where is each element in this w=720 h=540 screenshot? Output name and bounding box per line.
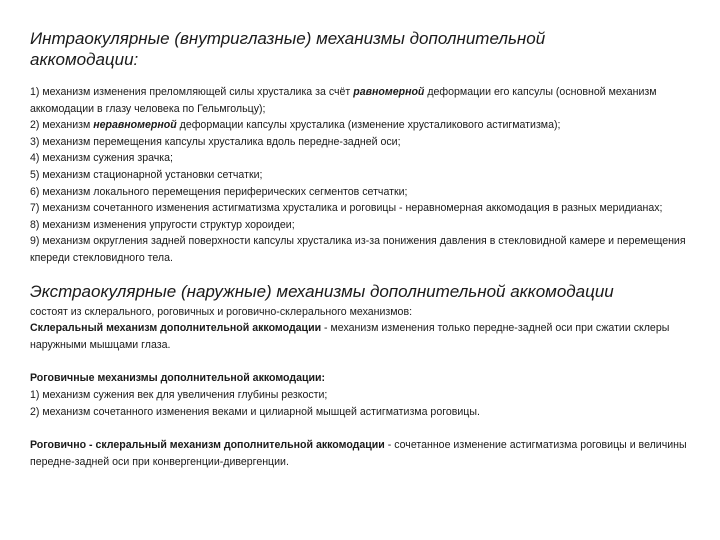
list-item: 4) механизм сужения зрачка; [30,152,173,165]
list-item: 6) механизм локального перемещения периферических сегментов сетчатки; [30,185,408,198]
list-item: 1) механизм изменения преломляющей силы хрусталика за счёт равномерной деформации его капсулы (основной механизм аккомодации в глазу человека по Гельмгольцу); [30,86,657,115]
list-item: 2) механизм сочетанного изменения веками и цилиарной мышцей астигматизма роговицы. [30,405,480,418]
corneoscleral-mechanism [30,437,710,470]
list-item: 3) механизм перемещения капсулы хрусталика вдоль передне-задней оси; [30,135,401,148]
intraocular-heading [30,28,630,70]
list-item: 8) механизм изменения упругости структур хороидеи; [30,218,295,231]
corneal-title: Роговичные механизмы дополнительной аккомодации: [30,372,326,385]
extraocular-heading: Экстраокулярные (наружные) механизмы дополнительной аккомодации [30,281,614,301]
slide-content [30,28,710,470]
list-item: 2) механизм неравномерной деформации капсулы хрусталика (изменение хрусталикового астигматизма); [30,119,561,132]
corneoscleral-title: Роговично - склеральный механизм дополнительной аккомодации [30,439,385,452]
emphasis: неравномерной [93,119,177,132]
extraocular-subtitle: состоят из склерального, роговичных и роговично-склерального механизмов: [30,305,413,318]
emphasis: равномерной [353,86,425,98]
intraocular-heading-line2: аккомодации: [30,50,139,69]
intraocular-list [30,84,710,267]
list-item: 9) механизм округления задней поверхности капсулы хрусталика из-за понижения давления в стекловидной камере и перемещения кпереди стекловидного тела. [30,235,686,264]
list-item: 5) механизм стационарной установки сетчатки; [30,168,263,181]
scleral-title: Склеральный механизм дополнительной аккомодации [30,322,322,335]
list-item: 1) механизм сужения век для увеличения глубины резкости; [30,388,328,401]
corneoscleral-text: - сочетанное изменение астигматизма роговицы и величины передне-задней оси при конвергенции-дивергенции. [30,439,687,468]
scleral-mechanism [30,320,710,353]
list-item: 7) механизм сочетанного изменения астигматизма хрусталика и роговицы - неравномерная аккомодация в разных меридианах; [30,202,663,215]
intraocular-heading-line1: Интраокулярные (внутриглазные) механизмы дополнительной [30,29,546,48]
scleral-text: - механизм изменения только передне-задней оси при сжатии склеры наружными мышцами глаза. [30,322,670,351]
